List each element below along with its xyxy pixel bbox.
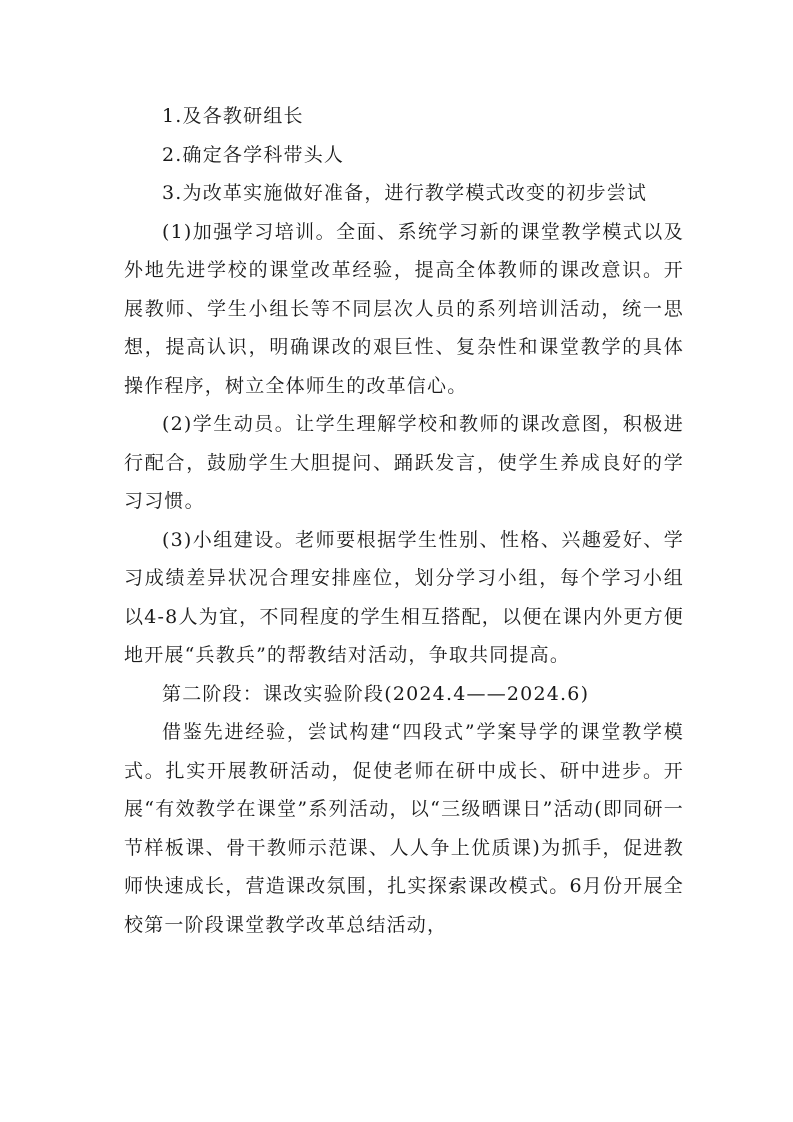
- paragraph-student-mobilization: (2)学生动员。让学生理解学校和教师的课改意图，积极进行配合，鼓励学生大胆提问、踊跃发言，使学生养成良好的学习习惯。: [124, 413, 684, 512]
- paragraph-group-building: (3)小组建设。老师要根据学生性别、性格、兴趣爱好、学习成绩差异状况合理安排座位，划分学习小组，每个学习小组以4-8人为宜，不同程度的学生相互搭配，以便在课内外更方便地开展“兵教兵”的帮教结对活动，争取共同提高。: [124, 528, 684, 666]
- stage-heading: 第二阶段：课改实验阶段(2024.4——2024.6): [162, 682, 590, 705]
- paragraph-study-training: (1)加强学习培训。全面、系统学习新的课堂教学模式以及外地先进学校的课堂改革经验，提高全体教师的课改意识。开展教师、学生小组长等不同层次人员的系列培训活动，统一思想，提高认识，明确课改的艰巨性、复杂性和课堂教学的具体操作程序，树立全体师生的改革信心。: [124, 220, 684, 397]
- document-body: [124, 97, 684, 944]
- paragraph-stage-two: 借鉴先进经验，尝试构建“四段式”学案导学的课堂教学模式。扎实开展教研活动，促使老师在研中成长、研中进步。开展“有效教学在课堂”系列活动，以“三级晒课日”活动(即同研一节样板课、骨干教师示范课、人人争上优质课)为抓手，促进教师快速成长，营造课改氛围，扎实探索课改模式。6月份开展全校第一阶段课堂教学改革总结活动，: [124, 721, 684, 936]
- list-item-3: 3.为改革实施做好准备，进行教学模式改变的初步尝试: [162, 182, 648, 204]
- list-item-2: 2.确定各学科带头人: [162, 143, 345, 166]
- list-item-1: 1.及各教研组长: [162, 105, 304, 127]
